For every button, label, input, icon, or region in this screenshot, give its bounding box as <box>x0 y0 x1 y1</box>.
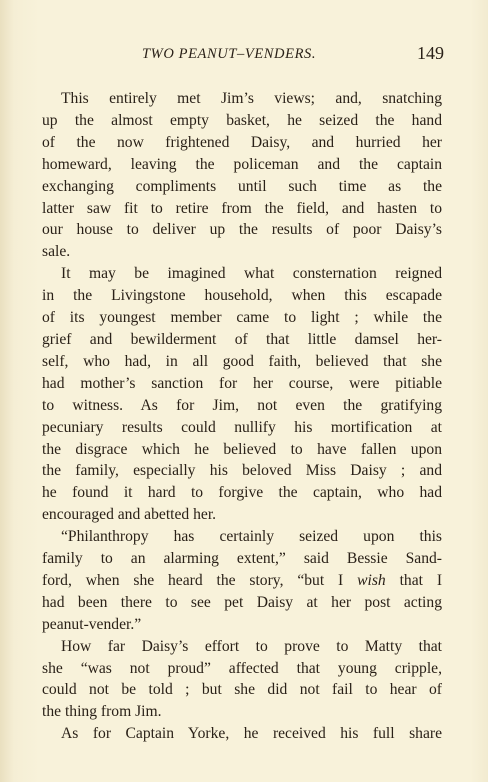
text-line: latter saw fit to retire from the field, and hasten to <box>42 199 442 217</box>
text-line: peanut-vender.” <box>42 615 142 633</box>
page-number: 149 <box>417 43 444 63</box>
text-line: up the almost empty basket, he seized the hand <box>42 111 442 129</box>
text-line: the family, especially his beloved Miss Daisy ; and <box>42 462 442 480</box>
text-line: exchanging compliments until such time as the <box>42 177 442 195</box>
text-line: encouraged and abetted her. <box>42 506 217 524</box>
text-line: the thing from Jim. <box>42 703 162 721</box>
text-segment: ford, when she heard the story, “but I <box>42 571 358 589</box>
text-line: he found it hard to forgive the captain, who had <box>42 484 442 502</box>
text-line: self, who had, in all good faith, believed that she <box>42 352 442 370</box>
running-head <box>60 43 444 68</box>
body-text <box>42 88 442 745</box>
text-line: in the Livingstone household, when this escapade <box>42 287 442 305</box>
text-line: our house to deliver up the results of poor Daisy’s <box>42 221 442 239</box>
emphasized-word: wish <box>357 571 386 589</box>
text-line: of its youngest member came to light ; while the <box>42 309 442 327</box>
text-segment: that I <box>385 571 443 589</box>
text-line: “Philanthropy has certainly seized upon this <box>61 528 442 546</box>
text-line: she “was not proud” affected that young cripple, <box>42 659 442 677</box>
text-line: could not be told ; but she did not fail to hear of <box>42 681 442 699</box>
text-line: How far Daisy’s effort to prove to Matty that <box>61 637 442 655</box>
text-line: the disgrace which he believed to have fallen upon <box>42 440 442 458</box>
text-line: had been there to see pet Daisy at her post acting <box>42 593 442 611</box>
text-line: It may be imagined what consternation reigned <box>61 265 442 283</box>
text-line: had mother’s sanction for her course, were pitiable <box>42 374 442 392</box>
text-line: of the now frightened Daisy, and hurried her <box>42 133 442 151</box>
text-line: As for Captain Yorke, he received his full share <box>61 725 442 743</box>
text-line: sale. <box>42 243 71 261</box>
text-line: This entirely met Jim’s views; and, snatching <box>61 90 442 107</box>
text-line: grief and bewilderment of that little damsel her- <box>42 330 442 348</box>
text-line <box>42 570 442 592</box>
text-line: homeward, leaving the policeman and the captain <box>42 155 442 173</box>
text-line: pecuniary results could nullify his mortification at <box>42 418 442 436</box>
running-title: TWO PEANUT–VENDERS. <box>142 46 317 62</box>
text-line: family to an alarming extent,” said Bessie Sand- <box>42 550 442 568</box>
text-line: to witness. As for Jim, not even the gratifying <box>42 396 442 414</box>
